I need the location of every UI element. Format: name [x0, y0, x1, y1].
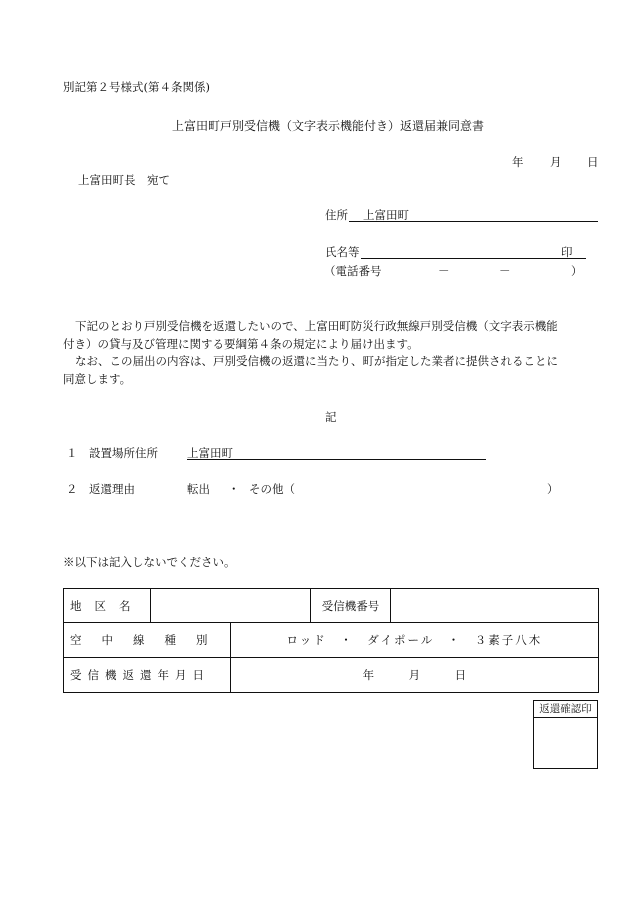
form-number: 別記第２号様式(第４条関係) — [63, 80, 210, 94]
table-row — [64, 623, 599, 658]
table-row — [64, 589, 599, 623]
phone-label: （電話番号 — [324, 264, 382, 278]
name-underline[interactable] — [361, 258, 586, 259]
antenna-label-cell — [64, 623, 231, 658]
body-paragraph-1-line-2: 付き）の貸与及び管理に関する要綱第４条の規定により届け出ます。 — [63, 336, 419, 351]
phone-close: ） — [571, 264, 583, 278]
item-1-underline — [187, 459, 486, 460]
return-date-value-cell[interactable] — [230, 658, 598, 693]
date-month: 月 — [550, 155, 562, 169]
date-year: 年 — [512, 155, 524, 169]
receiver-number-label: 受信機番号 — [321, 598, 380, 613]
reason-separator: ・ — [228, 482, 240, 496]
address-value[interactable]: 上富田町 — [363, 208, 409, 222]
item-1-value[interactable]: 上富田町 — [187, 446, 233, 460]
district-label: 地区名 — [70, 598, 144, 613]
confirm-seal-label: 返還確認印 — [534, 701, 597, 718]
office-use-table — [63, 588, 599, 693]
antenna-options-cell[interactable] — [230, 623, 598, 658]
seal-mark: 印 — [561, 245, 573, 259]
body-paragraph-2 — [63, 353, 603, 388]
body-paragraph-2-line-2: 同意します。 — [63, 371, 132, 386]
return-date-label-cell — [64, 658, 231, 693]
receiver-number-value-cell[interactable] — [391, 589, 599, 623]
antenna-options[interactable]: ロッド ・ ダイポール ・ ３素子八木 — [286, 633, 543, 647]
date-day: 日 — [587, 155, 599, 169]
name-label: 氏名等 — [325, 245, 360, 259]
item-2-number: ２ — [66, 482, 78, 496]
document-title: 上富田町戸別受信機（文字表示機能付き）返還届兼同意書 — [172, 119, 485, 133]
receiver-number-label-cell — [310, 589, 391, 623]
item-2-label: 返還理由 — [89, 482, 135, 496]
antenna-label: 空中線種別 — [70, 633, 228, 647]
district-value-cell[interactable] — [150, 589, 310, 623]
confirm-seal-box[interactable] — [533, 700, 598, 769]
return-date-label: 受信機返還年月日 — [70, 668, 210, 682]
return-date-value: 年 月 日 — [362, 668, 467, 682]
reason-option-transfer[interactable]: 転出 — [187, 482, 210, 496]
ki-heading: 記 — [325, 410, 337, 424]
item-1-label: 設置場所住所 — [89, 446, 158, 460]
reason-option-other[interactable]: その他（ — [249, 482, 295, 496]
body-paragraph-1 — [63, 318, 603, 353]
address-underline — [349, 221, 598, 222]
district-label-cell — [64, 589, 151, 623]
office-use-note: ※以下は記入しないでください。 — [63, 555, 236, 569]
phone-separator-1: － — [438, 264, 450, 278]
table-row — [64, 658, 599, 693]
item-1-number: １ — [66, 446, 78, 460]
phone-separator-2: － — [499, 264, 511, 278]
body-paragraph-2-line-1: なお、この届出の内容は、戸別受信機の返還に当たり、町が指定した業者に提供されることに — [75, 354, 558, 368]
reason-close-paren: ） — [547, 482, 559, 496]
addressee: 上富田町長 宛て — [78, 173, 170, 187]
address-label: 住所 — [325, 208, 348, 222]
body-paragraph-1-line-1: 下記のとおり戸別受信機を返還したいので、上富田町防災行政無線戸別受信機（文字表示機能 — [75, 319, 558, 333]
